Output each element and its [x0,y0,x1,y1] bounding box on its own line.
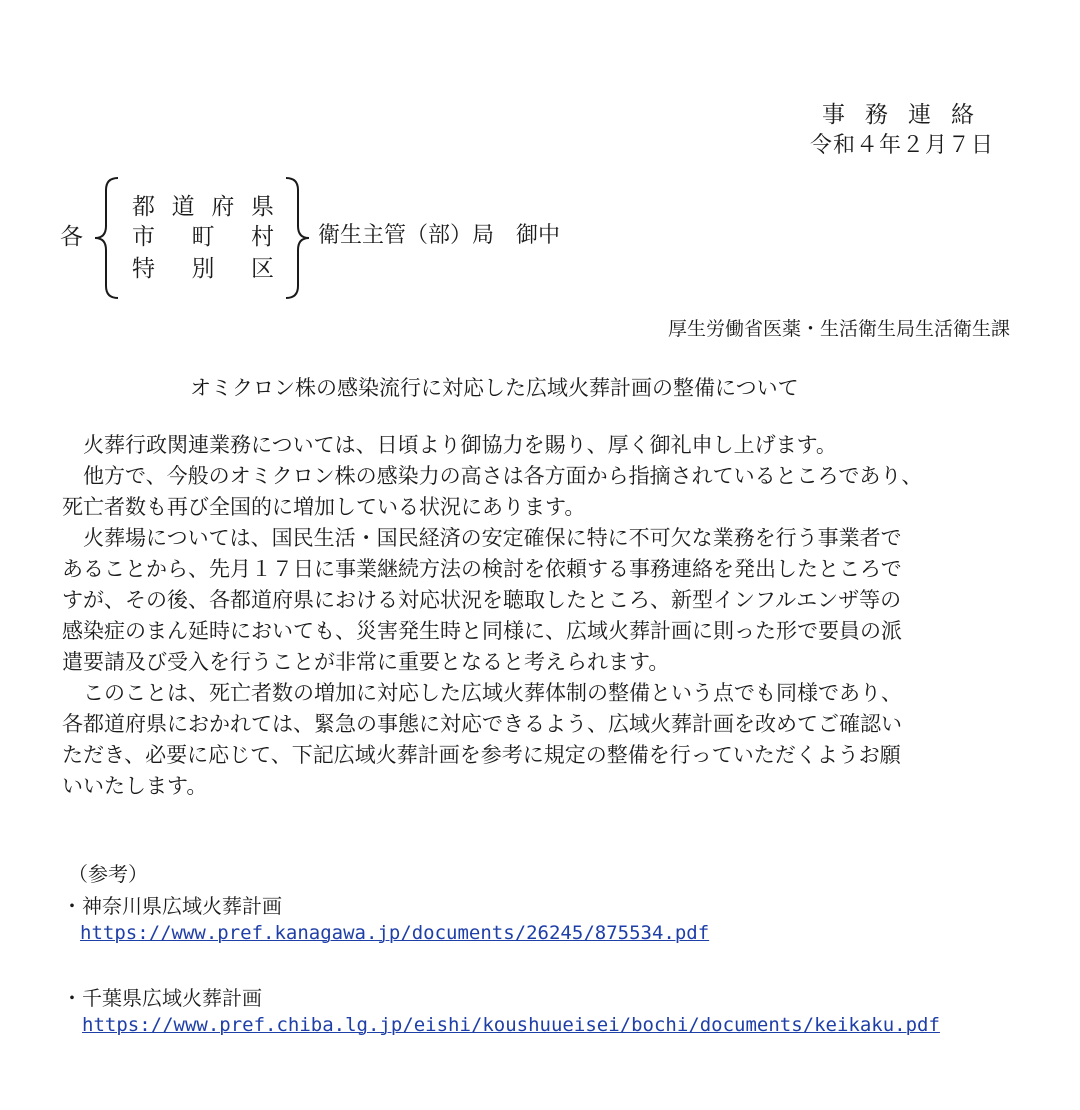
body-line: 火葬場については、国民生活・国民経済の安定確保に特に不可欠な業務を行う事業者で [62,526,902,550]
body-line: ただき、必要に応じて、下記広域火葬計画を参考に規定の整備を行っていただくようお願 [62,743,901,767]
sender: 厚生労働省医薬・生活衛生局生活衛生課 [667,318,1010,340]
recipient-char: 特 [132,256,155,282]
body-line: すが、その後、各都道府県における対応状況を聴取したところ、新型インフルエンザ等の [62,588,902,612]
recipient-char: 村 [251,224,274,250]
recipient-char: 府 [211,194,235,220]
reference-link-kanagawa[interactable]: https://www.pref.kanagawa.jp/documents/26245/875534.pdf [80,922,710,944]
body-line: 他方で、今般のオミクロン株の感染力の高さは各方面から指摘されているところであり、 [62,464,923,488]
recipient-prefix: 各 [60,224,83,250]
recipient-line [132,188,274,221]
body-line: あることから、先月１７日に事業継続方法の検討を依頼する事務連絡を発出したところで [62,557,902,581]
body-line: 各都道府県におかれては、緊急の事態に対応できるよう、広域火葬計画を改めてご確認い [62,712,902,736]
recipient-char: 別 [191,256,215,282]
body-line: 死亡者数も再び全国的に増加している状況にあります。 [62,495,586,519]
document-type: 事務連絡 [822,102,994,128]
body-line: 感染症のまん延時においても、災害発生時と同様に、広域火葬計画に則った形で要員の派 [62,619,902,643]
recipient-char: 区 [251,256,274,282]
document-title: オミクロン株の感染流行に対応した広域火葬計画の整備について [190,376,799,400]
reference-label-kanagawa: ・神奈川県広域火葬計画 [62,894,282,918]
recipient-char: 町 [191,224,215,250]
recipient-line [132,250,274,283]
right-brace-icon [282,176,312,300]
document-date: 令和４年２月７日 [809,133,994,158]
body-line: 遣要請及び受入を行うことが非常に重要となると考えられます。 [62,650,670,674]
body-line: 火葬行政関連業務については、日頃より御協力を賜り、厚く御礼申し上げます。 [62,433,837,457]
left-brace-icon [92,176,122,300]
body-line: いいたします。 [62,774,208,798]
recipient-char: 都 [132,194,155,220]
reference-link-chiba[interactable]: https://www.pref.chiba.lg.jp/eishi/koushuueisei/bochi/documents/keikaku.pdf [82,1014,940,1036]
recipient-char: 県 [250,194,274,220]
reference-label-chiba: ・千葉県広域火葬計画 [62,986,262,1010]
body-line: このことは、死亡者数の増加に対応した広域火葬体制の整備という点でも同様であり、 [62,681,902,705]
recipient-char: 市 [132,224,155,250]
recipient-line [132,218,274,251]
recipient-char: 道 [171,194,195,220]
references-heading: （参考） [68,862,148,886]
recipient-suffix: 衛生主管（部）局 御中 [318,223,561,248]
